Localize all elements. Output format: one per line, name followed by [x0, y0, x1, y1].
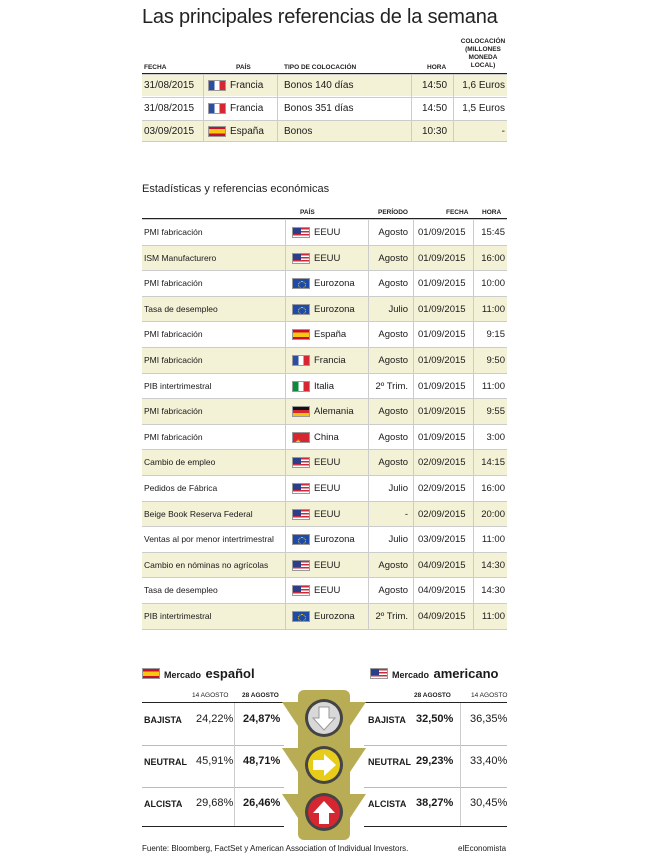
cell-fecha: 01/09/2015: [418, 227, 466, 238]
cell-referencia: PMI fabricación: [144, 227, 203, 237]
us-row-label: BAJISTA: [368, 715, 406, 725]
flag-eu-icon: [292, 611, 310, 622]
cell-fecha: 31/08/2015: [144, 103, 195, 114]
cell-periodo: Julio: [388, 534, 408, 546]
usa-flag-icon: [370, 668, 388, 679]
cell-periodo: Agosto: [378, 457, 408, 469]
estadistica-row: [142, 373, 507, 399]
col-header-tipo: TIPO DE COLOCACIÓN: [284, 64, 357, 71]
cell-tipo: Bonos: [284, 126, 313, 137]
cell-periodo: Agosto: [378, 406, 408, 418]
flag-it-icon: [292, 381, 310, 392]
es-curr-value: 26,46%: [243, 797, 281, 809]
col-header-pais2: PAÍS: [300, 209, 315, 216]
cell-hora: 14:30: [481, 559, 505, 571]
flag-de-icon: [292, 406, 310, 417]
cell-fecha: 01/09/2015: [418, 380, 466, 392]
cell-hora: 14:15: [481, 457, 505, 469]
us-col-prev: 14 AGOSTO: [471, 692, 508, 699]
flag-us-icon: [292, 509, 310, 520]
estadisticas-subtitle: Estadísticas y referencias económicas: [142, 183, 330, 195]
es-col-curr: 28 AGOSTO: [242, 692, 279, 699]
cell-pais: EEUU: [292, 246, 340, 271]
cell-referencia: PMI fabricación: [144, 329, 203, 340]
cell-hora: 11:00: [481, 303, 505, 315]
us-row-label: ALCISTA: [368, 799, 407, 809]
cell-fecha: 01/09/2015: [418, 431, 466, 443]
cell-pais: Eurozona: [292, 271, 355, 296]
cell-hora: 16:00: [481, 483, 505, 494]
col-header-fecha2: FECHA: [446, 209, 469, 216]
col-header-colocacion: COLOCACIÓN (MILLONES MONEDA LOCAL): [460, 38, 506, 69]
cell-fecha: 02/09/2015: [418, 457, 466, 469]
cell-hora: 9:15: [486, 329, 505, 341]
cell-periodo: Agosto: [378, 278, 408, 290]
cell-referencia: PIB intertrimestral: [144, 611, 212, 621]
col-header-fecha: FECHA: [144, 64, 167, 71]
estadistica-row: [142, 424, 507, 450]
page-title: Las principales referencias de la semana: [142, 6, 498, 28]
cell-pais: España: [208, 121, 264, 143]
cell-pais: ★ China: [292, 425, 339, 450]
cell-fecha: 01/09/2015: [418, 278, 466, 290]
cell-fecha: 31/08/2015: [144, 80, 195, 91]
estadistica-row: [142, 321, 507, 347]
col-header-periodo: PERÍODO: [378, 209, 408, 216]
cell-fecha: 02/09/2015: [418, 508, 466, 520]
flag-us-icon: [292, 227, 310, 238]
cell-fecha: 01/09/2015: [418, 406, 466, 418]
cell-colocacion: 1,6 Euros: [462, 80, 505, 91]
cell-referencia: PMI fabricación: [144, 355, 203, 365]
cell-referencia: Ventas al por menor intertrimestral: [144, 534, 274, 545]
cell-periodo: Agosto: [378, 252, 408, 264]
cell-tipo: Bonos 351 días: [284, 103, 354, 114]
cell-periodo: Agosto: [378, 559, 408, 571]
col-header-pais: PAÍS: [236, 64, 251, 71]
us-curr-value: 32,50%: [416, 713, 454, 725]
estadistica-row: [142, 475, 507, 501]
cell-hora: 10:30: [422, 126, 448, 137]
estadistica-row: [142, 603, 507, 629]
cell-fecha: 01/09/2015: [418, 252, 466, 264]
cell-hora: 14:50: [422, 103, 448, 114]
estadistica-row: [142, 245, 507, 271]
flag-es-icon: [292, 329, 310, 340]
flag-fr-icon: [292, 355, 310, 366]
cell-hora: 14:50: [422, 80, 448, 91]
cell-periodo: Julio: [388, 303, 408, 315]
cell-pais: Eurozona: [292, 297, 355, 322]
es-prev-value: 45,91%: [196, 755, 234, 767]
cell-fecha: 02/09/2015: [418, 483, 466, 494]
cell-fecha: 03/09/2015: [418, 534, 466, 546]
cell-periodo: Agosto: [378, 431, 408, 443]
cell-pais: EEUU: [292, 450, 340, 475]
footer-brand: elEconomista: [458, 844, 507, 853]
es-col-prev: 14 AGOSTO: [192, 692, 229, 699]
cell-pais: EEUU: [292, 578, 340, 603]
cell-colocacion: 1,5 Euros: [462, 103, 505, 114]
cell-fecha: 01/09/2015: [418, 355, 466, 366]
cell-hora: 3:00: [486, 431, 505, 443]
cell-fecha: 03/09/2015: [144, 126, 195, 137]
cell-referencia: Cambio en nóminas no agrícolas: [144, 559, 269, 570]
cell-pais: Francia: [208, 98, 263, 120]
estadistica-row: [142, 552, 507, 578]
cell-pais: España: [292, 322, 346, 347]
cell-hora: 9:50: [486, 355, 505, 366]
cell-pais: EEUU: [292, 502, 340, 527]
cell-pais: EEUU: [292, 553, 340, 578]
flag-eu-icon: [292, 278, 310, 289]
footer-source: Fuente: Bloomberg, FactSet y American Association of Individual Investors.: [142, 844, 409, 853]
traffic-light: [282, 690, 366, 840]
estadistica-row: [142, 501, 507, 527]
es-row-label: BAJISTA: [144, 715, 182, 725]
flag-eu-icon: [292, 304, 310, 315]
cell-fecha: 04/09/2015: [418, 559, 466, 571]
cell-hora: 11:00: [481, 380, 505, 392]
us-prev-value: 33,40%: [470, 755, 508, 767]
cell-periodo: 2º Trim.: [375, 611, 408, 622]
flag-us-icon: [292, 457, 310, 468]
es-curr-value: 24,87%: [243, 713, 281, 725]
flag-eu-icon: [292, 534, 310, 545]
estadistica-row: [142, 577, 507, 603]
cell-hora: 11:00: [481, 611, 505, 622]
estadistica-row: [142, 398, 507, 424]
flag-us-icon: [292, 483, 310, 494]
col-header-hora: HORA: [427, 64, 447, 71]
cell-hora: 9:55: [486, 406, 505, 418]
cell-pais: Francia: [208, 75, 263, 97]
us-prev-value: 36,35%: [470, 713, 508, 725]
mercado-espanol-header: Mercado español: [142, 665, 255, 683]
cell-hora: 15:45: [481, 227, 505, 238]
arrow-up-light-icon: [305, 793, 343, 831]
cell-hora: 14:30: [481, 585, 505, 597]
estadistica-row: [142, 347, 507, 373]
cell-referencia: Pedidos de Fábrica: [144, 483, 218, 493]
cell-colocacion: -: [501, 126, 505, 137]
cell-fecha: 01/09/2015: [418, 329, 466, 341]
cell-fecha: 01/09/2015: [418, 303, 466, 315]
arrow-right-light-icon: [305, 746, 343, 784]
cell-referencia: PMI fabricación: [144, 406, 203, 417]
cell-pais: Francia: [292, 348, 346, 373]
cell-fecha: 04/09/2015: [418, 611, 466, 622]
cell-periodo: -: [404, 508, 408, 520]
flag-us-icon: [292, 253, 310, 264]
cell-referencia: Tasa de desempleo: [144, 303, 218, 314]
spain-flag-icon: [142, 668, 160, 679]
cell-referencia: PIB intertrimestral: [144, 380, 212, 391]
us-curr-value: 29,23%: [416, 755, 454, 767]
us-col-curr: 28 AGOSTO: [414, 692, 451, 699]
cell-referencia: Tasa de desempleo: [144, 585, 218, 596]
cell-referencia: ISM Manufacturero: [144, 252, 217, 263]
es-row-label: ALCISTA: [144, 799, 183, 809]
col-header-hora2: HORA: [482, 209, 502, 216]
cell-hora: 16:00: [481, 252, 505, 264]
us-row-label: NEUTRAL: [368, 757, 411, 767]
cell-hora: 10:00: [481, 278, 505, 290]
es-prev-value: 29,68%: [196, 797, 234, 809]
cell-referencia: Cambio de empleo: [144, 457, 216, 468]
us-curr-value: 38,27%: [416, 797, 454, 809]
es-curr-value: 48,71%: [243, 755, 281, 767]
cell-pais: Italia: [292, 374, 334, 399]
cell-periodo: Agosto: [378, 329, 408, 341]
cell-hora: 20:00: [481, 508, 505, 520]
cell-periodo: 2º Trim.: [375, 380, 408, 392]
cell-periodo: Julio: [388, 483, 408, 494]
flag-us-icon: [292, 585, 310, 596]
cell-periodo: Agosto: [378, 585, 408, 597]
cell-pais: Eurozona: [292, 527, 355, 552]
cell-pais: EEUU: [292, 220, 340, 245]
mercado-americano-header: Mercado americano: [370, 665, 499, 683]
flag-us-icon: [292, 560, 310, 571]
cell-pais: Eurozona: [292, 604, 355, 629]
estadistica-row: [142, 296, 507, 322]
us-prev-value: 30,45%: [470, 797, 508, 809]
cell-referencia: PMI fabricación: [144, 431, 203, 442]
cell-periodo: Agosto: [378, 227, 408, 238]
cell-pais: EEUU: [292, 476, 340, 501]
cell-pais: Alemania: [292, 399, 354, 424]
cell-periodo: Agosto: [378, 355, 408, 366]
arrow-down-light-icon: [305, 699, 343, 737]
flag-cn-icon: [292, 432, 310, 443]
es-prev-value: 24,22%: [196, 713, 234, 725]
cell-referencia: PMI fabricación: [144, 278, 203, 289]
cell-referencia: Beige Book Reserva Federal: [144, 508, 253, 519]
estadistica-row: [142, 219, 507, 245]
es-row-label: NEUTRAL: [144, 757, 187, 767]
cell-hora: 11:00: [481, 534, 505, 546]
estadistica-row: [142, 526, 507, 552]
estadistica-row: [142, 270, 507, 296]
cell-tipo: Bonos 140 días: [284, 80, 354, 91]
cell-fecha: 04/09/2015: [418, 585, 466, 597]
estadistica-row: [142, 449, 507, 475]
